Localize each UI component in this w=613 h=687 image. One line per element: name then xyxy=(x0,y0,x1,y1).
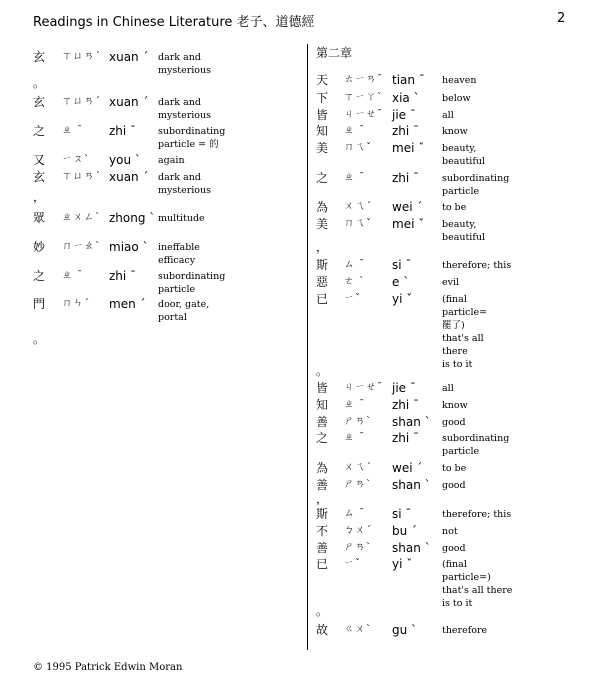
glossary-pinyin: xia ˋ xyxy=(392,91,420,105)
glossary-pinyin: jie ˉ xyxy=(392,381,416,395)
glossary-hanzi: 玄 xyxy=(33,50,46,64)
glossary-bopomofo: ㄙ ˉ xyxy=(344,508,366,519)
glossary-pinyin: zhi ˉ xyxy=(109,269,137,283)
chapter-heading: 第二章 xyxy=(316,46,353,60)
glossary-hanzi: 善 xyxy=(316,415,329,429)
glossary-hanzi: 惡 xyxy=(316,275,329,289)
glossary-hanzi: 不 xyxy=(316,524,329,538)
glossary-pinyin: bu ˊ xyxy=(392,524,418,538)
glossary-bopomofo: ㄕㄢˋ xyxy=(344,416,372,427)
glossary-bopomofo: ㄧㄡˋ xyxy=(62,154,90,165)
glossary-bopomofo: ㄇㄟˇ xyxy=(344,218,372,229)
glossary-hanzi: 之 xyxy=(316,171,329,185)
glossary-pinyin: zhi ˉ xyxy=(109,124,137,138)
glossary-bopomofo: ㄧˇ xyxy=(344,293,361,304)
glossary-pinyin: zhong ˋ xyxy=(109,211,156,225)
glossary-hanzi: 美 xyxy=(316,141,329,155)
glossary-gloss: all xyxy=(442,383,454,394)
glossary-hanzi: 門 xyxy=(33,297,46,311)
glossary-gloss: therefore; this xyxy=(442,260,512,271)
glossary-bopomofo: ㄓ ˉ xyxy=(344,125,366,136)
glossary-gloss: not xyxy=(442,526,458,537)
glossary-gloss: heaven xyxy=(442,75,477,86)
glossary-bopomofo: ㄊㄧㄢˉ xyxy=(344,74,383,85)
glossary-pinyin: wei ˊ xyxy=(392,461,423,475)
glossary-bopomofo: ㄅㄨˊ xyxy=(344,525,372,536)
glossary-bopomofo: ㄍㄨˋ xyxy=(344,624,372,635)
glossary-gloss: beauty, beautiful xyxy=(442,143,486,167)
glossary-pinyin: zhi ˉ xyxy=(392,171,420,185)
punctuation-mark: 。 xyxy=(316,364,329,378)
glossary-pinyin: shan ˋ xyxy=(392,415,431,429)
glossary-gloss: therefore xyxy=(442,625,488,636)
punctuation-mark: ， xyxy=(33,190,46,204)
glossary-pinyin: si ˉ xyxy=(392,507,412,521)
glossary-bopomofo: ㄨㄟˊ xyxy=(344,201,372,212)
glossary-hanzi: 皆 xyxy=(316,381,329,395)
glossary-hanzi: 為 xyxy=(316,461,329,475)
glossary-bopomofo: ㄕㄢˋ xyxy=(344,542,372,553)
glossary-pinyin: gu ˋ xyxy=(392,623,418,637)
glossary-gloss: good xyxy=(442,543,466,554)
glossary-pinyin: zhi ˉ xyxy=(392,431,420,445)
glossary-gloss: know xyxy=(442,126,468,137)
glossary-pinyin: zhi ˉ xyxy=(392,124,420,138)
glossary-pinyin: shan ˋ xyxy=(392,541,431,555)
glossary-bopomofo: ㄧˇ xyxy=(344,558,361,569)
glossary-pinyin: tian ˉ xyxy=(392,73,425,87)
page-number: 2 xyxy=(557,11,566,26)
glossary-pinyin: xuan ˊ xyxy=(109,170,149,184)
glossary-hanzi: 善 xyxy=(316,478,329,492)
glossary-gloss: (final particle= 罷了) that's all there is to it xyxy=(442,294,488,370)
glossary-bopomofo: ㄓ ˉ xyxy=(344,399,366,410)
glossary-bopomofo: ㄇㄧㄠˋ xyxy=(62,241,101,252)
glossary-gloss: good xyxy=(442,480,466,491)
punctuation-mark: ， xyxy=(316,492,329,506)
glossary-hanzi: 已 xyxy=(316,557,329,571)
glossary-pinyin: xuan ˊ xyxy=(109,95,149,109)
glossary-pinyin: si ˉ xyxy=(392,258,412,272)
page-header-title: Readings in Chinese Literature 老子、道德經 xyxy=(33,15,315,30)
glossary-hanzi: 之 xyxy=(33,124,46,138)
glossary-gloss: evil xyxy=(442,277,460,288)
glossary-hanzi: 知 xyxy=(316,124,329,138)
glossary-gloss: dark and mysterious xyxy=(158,97,211,121)
glossary-hanzi: 為 xyxy=(316,200,329,214)
glossary-hanzi: 故 xyxy=(316,623,329,637)
glossary-bopomofo: ㄐㄧㄝˉ xyxy=(344,109,383,120)
glossary-hanzi: 皆 xyxy=(316,108,329,122)
column-divider xyxy=(307,44,308,650)
glossary-pinyin: wei ˊ xyxy=(392,200,423,214)
glossary-gloss: again xyxy=(158,155,185,166)
glossary-gloss: to be xyxy=(442,463,467,474)
glossary-pinyin: shan ˋ xyxy=(392,478,431,492)
glossary-hanzi: 知 xyxy=(316,398,329,412)
glossary-bopomofo: ㄜ ˋ xyxy=(344,276,366,287)
glossary-hanzi: 之 xyxy=(33,269,46,283)
glossary-gloss: know xyxy=(442,400,468,411)
glossary-hanzi: 美 xyxy=(316,217,329,231)
glossary-bopomofo: ㄙ ˉ xyxy=(344,259,366,270)
glossary-hanzi: 斯 xyxy=(316,507,329,521)
glossary-bopomofo: ㄒㄩㄢˊ xyxy=(62,171,101,182)
punctuation-mark: 。 xyxy=(33,332,46,346)
glossary-pinyin: mei ˇ xyxy=(392,217,425,231)
glossary-gloss: (final particle=) that's all there is to it xyxy=(442,559,513,609)
glossary-gloss: door, gate, portal xyxy=(158,299,210,323)
copyright-footer: © 1995 Patrick Edwin Moran xyxy=(33,662,183,673)
glossary-hanzi: 妙 xyxy=(33,240,46,254)
glossary-gloss: therefore; this xyxy=(442,509,512,520)
punctuation-mark: 。 xyxy=(316,604,329,618)
glossary-pinyin: mei ˇ xyxy=(392,141,425,155)
glossary-gloss: beauty, beautiful xyxy=(442,219,486,243)
glossary-hanzi: 下 xyxy=(316,91,329,105)
glossary-bopomofo: ㄓ ˉ xyxy=(62,270,84,281)
glossary-bopomofo: ㄇㄟˇ xyxy=(344,142,372,153)
glossary-gloss: subordinating particle xyxy=(158,271,226,295)
glossary-gloss: below xyxy=(442,93,471,104)
glossary-gloss: multitude xyxy=(158,213,205,224)
glossary-bopomofo: ㄐㄧㄝˉ xyxy=(344,382,383,393)
glossary-pinyin: xuan ˊ xyxy=(109,50,149,64)
glossary-bopomofo: ㄇㄣˊ xyxy=(62,298,90,309)
glossary-pinyin: yi ˇ xyxy=(392,292,413,306)
glossary-bopomofo: ㄒㄧㄚˋ xyxy=(344,92,383,103)
glossary-gloss: ineffable efficacy xyxy=(158,242,200,266)
glossary-hanzi: 已 xyxy=(316,292,329,306)
glossary-gloss: to be xyxy=(442,202,467,213)
glossary-hanzi: 天 xyxy=(316,73,329,87)
glossary-bopomofo: ㄓ ˉ xyxy=(62,125,84,136)
glossary-hanzi: 眾 xyxy=(33,211,46,225)
glossary-bopomofo: ㄕㄢˋ xyxy=(344,479,372,490)
glossary-gloss: all xyxy=(442,110,454,121)
glossary-pinyin: men ˊ xyxy=(109,297,146,311)
glossary-bopomofo: ㄒㄩㄢˊ xyxy=(62,51,101,62)
glossary-pinyin: miao ˋ xyxy=(109,240,149,254)
glossary-gloss: dark and mysterious xyxy=(158,52,211,76)
glossary-pinyin: zhi ˉ xyxy=(392,398,420,412)
glossary-pinyin: you ˋ xyxy=(109,153,141,167)
glossary-hanzi: 玄 xyxy=(33,170,46,184)
glossary-bopomofo: ㄒㄩㄢˊ xyxy=(62,96,101,107)
glossary-bopomofo: ㄓㄨㄥˋ xyxy=(62,212,101,223)
glossary-hanzi: 斯 xyxy=(316,258,329,272)
glossary-pinyin: e ˋ xyxy=(392,275,410,289)
glossary-hanzi: 之 xyxy=(316,431,329,445)
glossary-hanzi: 善 xyxy=(316,541,329,555)
glossary-gloss: subordinating particle xyxy=(442,433,510,457)
glossary-gloss: subordinating particle xyxy=(442,173,510,197)
punctuation-mark: ， xyxy=(316,240,329,254)
glossary-pinyin: yi ˇ xyxy=(392,557,413,571)
glossary-bopomofo: ㄓ ˉ xyxy=(344,172,366,183)
glossary-bopomofo: ㄓ ˉ xyxy=(344,432,366,443)
punctuation-mark: 。 xyxy=(33,76,46,90)
glossary-hanzi: 又 xyxy=(33,153,46,167)
glossary-bopomofo: ㄨㄟˊ xyxy=(344,462,372,473)
glossary-gloss: good xyxy=(442,417,466,428)
glossary-pinyin: jie ˉ xyxy=(392,108,416,122)
glossary-hanzi: 玄 xyxy=(33,95,46,109)
glossary-gloss: dark and mysterious xyxy=(158,172,211,196)
glossary-gloss: subordinating particle = 的 xyxy=(158,126,226,150)
